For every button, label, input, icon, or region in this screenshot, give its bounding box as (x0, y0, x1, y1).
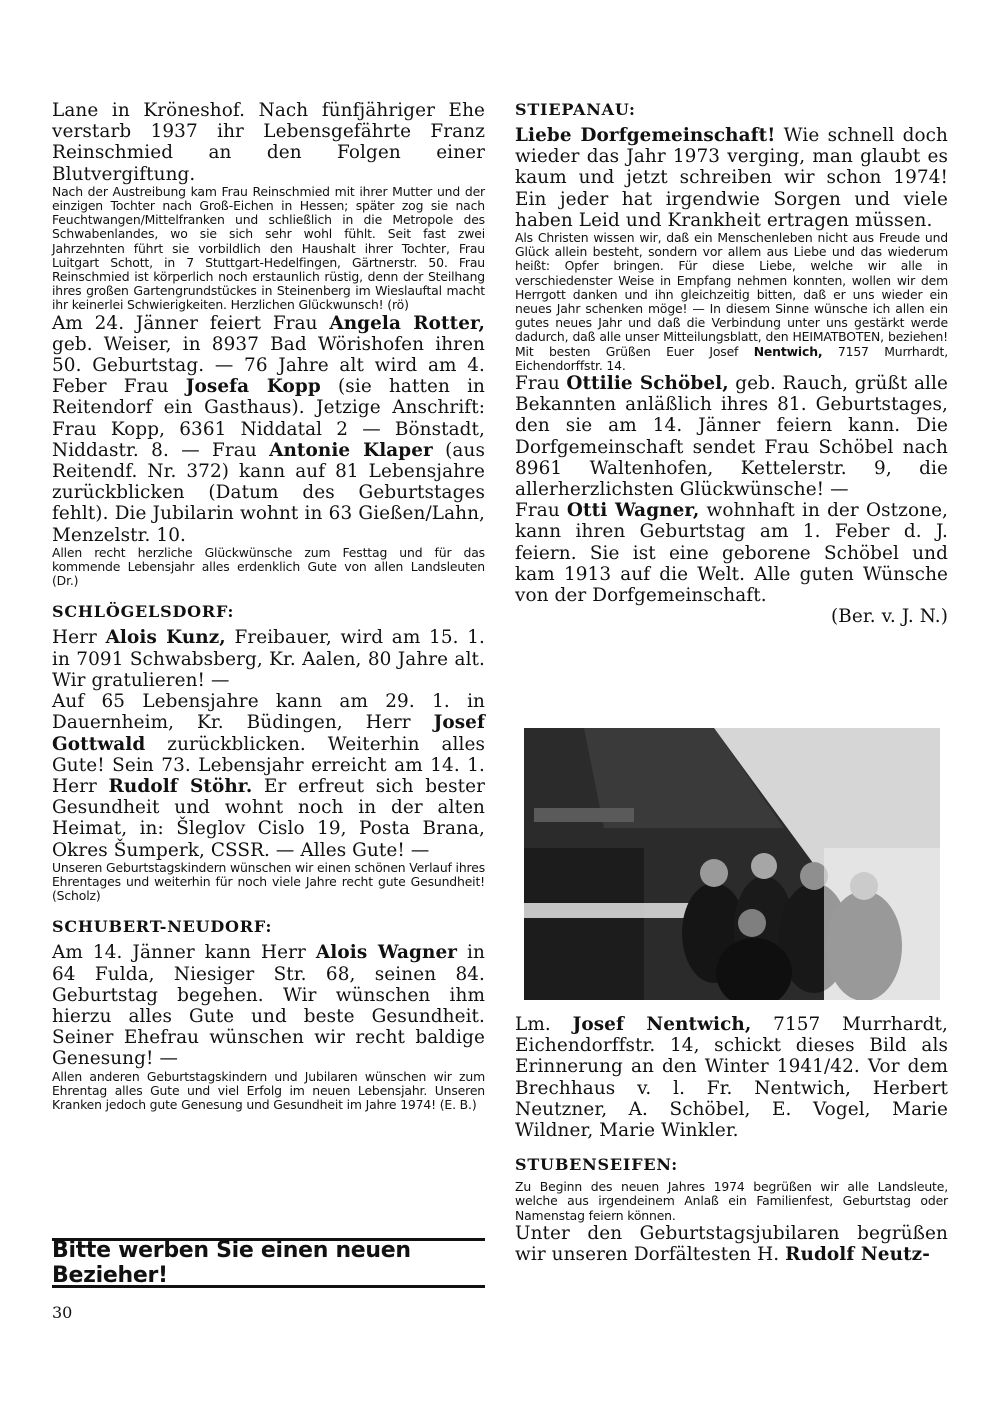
right-column-lower (515, 1014, 948, 1265)
subscription-banner: Bitte werben Sie einen neuen Bezieher! (52, 1238, 485, 1288)
heading-schloegelsdorf: SCHLÖGELSDORF: (52, 602, 235, 622)
name-josef-nentwich: Josef Nentwich, (572, 1014, 752, 1035)
paragraph-stubenseifen-greeting: Zu Beginn des neuen Jahres 1974 begrüßen wir alle Landsleute, welche aus irgendeinem Anlaß ein Familienfest, Geburtstag oder Namenstag feiern können. (515, 1179, 948, 1223)
photo-image (524, 728, 940, 1000)
photo-caption: Lm. Josef Nentwich, 7157 Murrhardt, Eichendorffstr. 14, schickt dieses Bild als Erinnerung an den Winter 1941/42. Vor dem Brechhaus v. l. Fr. Nentwich, Herbert Neutzner, A. Schöbel, E. Vogel, Marie Wildner, Marie Winkler. (515, 1014, 948, 1142)
paragraph-otti-wagner: Frau Otti Wagner, wohnhaft in der Ostzone, kann ihren Geburtstag am 1. Feber d. J. feiern. Sie ist eine geborene Schöbel und kam 1913 auf die Welt. Alle guten Wünsche von der Dorfgemeinschaft. (Ber. v. J. N.) (515, 500, 948, 628)
paragraph-alois-kunz: Herr Alois Kunz, Freibauer, wird am 15. 1. in 7091 Schwabsberg, Kr. Aalen, 80 Jahre alt. Wir gratulieren! — (52, 627, 485, 691)
name-otti-wagner: Otti Wagner, (566, 500, 700, 522)
historic-photo-winter-1941 (524, 728, 940, 1000)
page-number: 30 (52, 1303, 73, 1322)
paragraph-ottilie-schoebel: Frau Ottilie Schöbel, geb. Rauch, grüßt alle Bekannten anläßlich ihres 81. Geburtstages, den sie am 14. Jänner feiern kann. Die Dorfgemeinschaft sendet Frau Schöbel nach 8961 Waltenhofen, Kettelerstr. 9, die allerherzlichsten Glückwünsche! — (515, 373, 948, 501)
paragraph-alois-wagner: Am 14. Jänner kann Herr Alois Wagner in 64 Fulda, Niesiger Str. 68, seinen 84. Geburtstag begehen. Wir wünschen ihm hierzu alles Gute und beste Gesundheit. Seiner Ehefrau wünschen wir recht baldige Genesung! — (52, 942, 485, 1070)
paragraph-greetings-reitendorf: Allen recht herzliche Glückwünsche zum Festtag und für das kommende Lebensjahr alles erdenklich Gute von allen Landsleuten (Dr.) (52, 544, 485, 589)
name-rudolf-stoehr: Rudolf Stöhr. (108, 775, 253, 797)
name-josefa-kopp: Josefa Kopp (185, 376, 321, 398)
name-rudolf-neutz: Rudolf Neutz- (785, 1244, 930, 1266)
paragraph-gottwald-stoehr: Auf 65 Lebensjahre kann am 29. 1. in Dauernheim, Kr. Büdingen, Herr Josef Gottwald zurückblicken. Weiterhin alles Gute! Sein 73. Lebensjahr erreicht am 14. 1. Herr Rudolf Stöhr. Er erfreut sich bester Gesundheit und wohnt noch in der alten Heimat, in: Šleglov Cislo 19, Posta Brana, Okres Šumperk, CSSR. — Alles Gute! — (52, 691, 485, 861)
paragraph-reinschmied-details: Nach der Austreibung kam Frau Reinschmied mit ihrer Mutter und der einzigen Tochter nach Groß-Eichen in Hessen; später zog sie nach Feuchtwangen/Mittelfranken und schließlich in die Metropole des Schwabenlandes, wo sie sich sehr wohl fühlt. Seit fast zwei Jahrzehnten führt sie vorbildlich den Haushalt ihrer Tochter, Frau Luitgart Schott, in 7 Stuttgart-Hedelfingen, Gärtnerstr. 50. Frau Reinschmied ist körperlich noch erstaunlich rüstig, denn der Steilhang ihres großen Gartengrundstückes in Steinenberg im Wieslauftal macht ihr keinerlei Schwierigkeiten. Herzlichen Glückwunsch! (rö) (52, 183, 485, 313)
paragraph-stubenseifen-jubilar: Unter den Geburtstagsjubilaren begrüßen wir unseren Dorfältesten H. Rudolf Neutz- (515, 1222, 948, 1266)
name-alois-wagner: Alois Wagner (315, 942, 458, 964)
name-angela-rotter: Angela Rotter, (329, 312, 485, 334)
name-antonie-klaper: Antonie Klaper (269, 439, 433, 461)
signature-ber: (Ber. v. J. N.) (830, 606, 948, 628)
paragraph-birthdays-reitendorf: Am 24. Jänner feiert Frau Angela Rotter, geb. Weiser, in 8937 Bad Wörishofen ihren 50. Geburtstag. — 76 Jahre alt wird am 4. Feber Frau Josefa Kopp (sie hatten in Reitendorf ein Gasthaus). Jetzige Anschrift: Frau Kopp, 6361 Niddatal 2 — Bönstadt, Niddastr. 8. — Frau Antonie Klaper (aus Reitendf. Nr. 372) kann auf 81 Lebensjahre zurückblicken (Datum des Geburtstages fehlt). Die Jubilarin wohnt in 63 Gießen/Lahn, Menzelstr. 10. (52, 312, 485, 546)
heading-stubenseifen: STUBENSEIFEN: (515, 1155, 678, 1175)
paragraph-christmas-letter: Als Christen wissen wir, daß ein Menschenleben nicht aus Freude und Glück allein besteht, sondern vor allem aus Liebe und das wiederum heißt: Opfer bringen. Für diese Liebe, welche wir alle in verschiedenster Weise in Empfang nehmen konnten, wollen wir dem Herrgott danken und ihn gleichzeitig bitten, daß er uns wieder ein neues Jahr schenken möge! — In diesem Sinne wünsche ich allen ein gutes neues Jahr und daß die Verbindung unter uns gestärkt werde dadurch, daß alle unser Mitteilungsblatt, den HEIMATBOTEN, beziehen! Mit besten Grüßen Euer Josef Nentwich, 7157 Murrhardt, Eichendorffstr. 14. (515, 230, 948, 373)
left-column (52, 100, 485, 1112)
paragraph-greetings-schubert: Allen anderen Geburtstagskindern und Jubilaren wünschen wir zum Ehrentag alles Gute und viel Erfolg im neuen Lebensjahr. Unseren Kranken jedoch gute Genesung und Gesundheit im Jahre 1974! (E. B.) (52, 1068, 485, 1112)
heading-stiepanau: STIEPANAU: (515, 100, 636, 119)
paragraph-dorfgemeinschaft: Liebe Dorfgemeinschaft! Wie schnell doch wieder das Jahr 1973 verging, man glaubt es kaum und jetzt schreiben wir schon 1974! Ein jeder hat irgendwie Sorgen und viele haben Leid und Krankheit ertragen müssen. (515, 125, 948, 231)
name-ottilie-schoebel: Ottilie Schöbel, (566, 373, 729, 395)
paragraph-greetings-schloegelsdorf: Unseren Geburtstagskindern wünschen wir einen schönen Verlauf ihres Ehrentages und weiterhin für noch viele Jahre recht gute Gesundheit! (Scholz) (52, 859, 485, 904)
paragraph-reinschmied-intro: Lane in Kröneshof. Nach fünfjähriger Ehe verstarb 1937 ihr Lebensgefährte Franz Reinschmied an den Folgen einer Blutvergiftung. (52, 100, 485, 185)
name-nentwich: Nentwich, (753, 343, 823, 359)
greeting-dorfgemeinschaft: Liebe Dorfgemeinschaft! (515, 125, 776, 146)
right-column (515, 100, 948, 627)
heading-schubert-neudorf: SCHUBERT-NEUDORF: (52, 917, 273, 937)
name-josef-gottwald: Josef Gottwald (52, 712, 485, 755)
name-alois-kunz: Alois Kunz, (105, 627, 226, 649)
